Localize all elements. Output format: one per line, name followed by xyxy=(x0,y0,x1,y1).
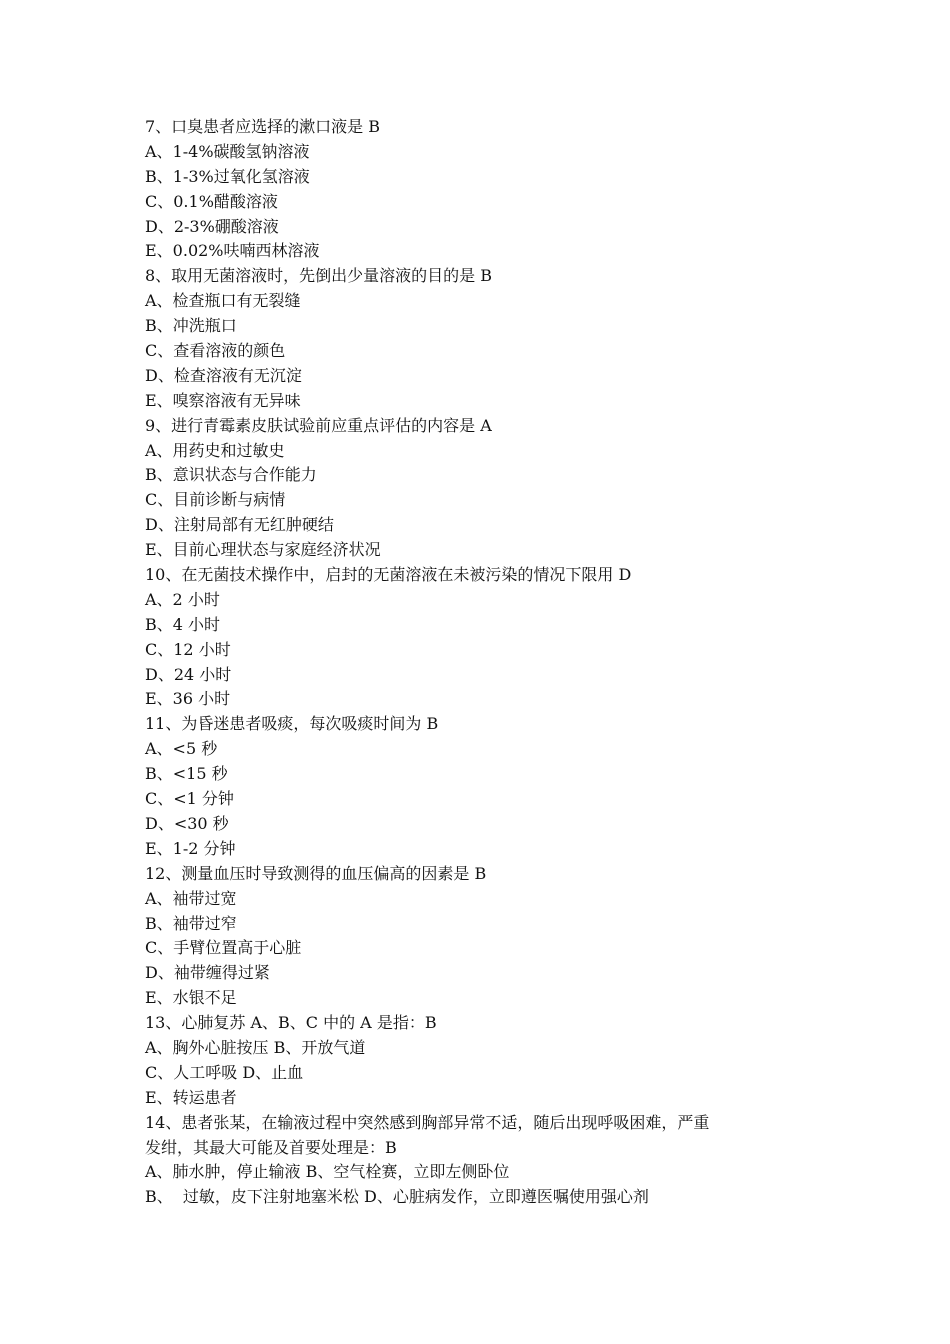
question-8-option-e: E、嗅察溶液有无异味 xyxy=(145,390,301,410)
question-14-stem-line-1: 14、患者张某，在输液过程中突然感到胸部异常不适，随后出现呼吸困难，严重 xyxy=(145,1112,710,1132)
question-7-option-a: A、1-4%碳酸氢钠溶液 xyxy=(145,141,310,161)
question-8-stem: 8、取用无菌溶液时，先倒出少量溶液的目的是 B xyxy=(145,266,493,286)
question-7-option-e: E、0.02%呋喃西林溶液 xyxy=(145,241,320,261)
question-12-option-b: B、袖带过窄 xyxy=(145,913,237,933)
question-8-option-d: D、检查溶液有无沉淀 xyxy=(145,365,302,385)
question-11-option-a: A、<5 秒 xyxy=(145,739,218,759)
question-7-stem: 7、口臭患者应选择的漱口液是 B xyxy=(145,117,381,136)
question-11-option-b: B、<15 秒 xyxy=(145,764,228,784)
question-13-option-e: E、转运患者 xyxy=(145,1087,237,1107)
question-12-option-e: E、水银不足 xyxy=(145,988,237,1008)
question-8-option-c: C、查看溶液的颜色 xyxy=(145,341,286,361)
question-7-option-c: C、0.1%醋酸溶液 xyxy=(145,191,278,211)
question-10-option-d: D、24 小时 xyxy=(145,664,232,684)
question-11-stem: 11、为昏迷患者吸痰，每次吸痰时间为 B xyxy=(145,714,439,734)
question-14-options-c-d: B、 过敏，皮下注射地塞米松 D、心脏病发作，立即遵医嘱使用强心剂 xyxy=(145,1187,649,1207)
question-9-option-e: E、目前心理状态与家庭经济状况 xyxy=(145,540,381,560)
question-9-option-d: D、注射局部有无红肿硬结 xyxy=(145,515,334,535)
question-14-stem-line-2: 发绀，其最大可能及首要处理是：B xyxy=(145,1137,397,1157)
question-12-option-c: C、手臂位置高于心脏 xyxy=(145,938,302,958)
question-10-option-c: C、12 小时 xyxy=(145,639,231,659)
question-9-option-c: C、目前诊断与病情 xyxy=(145,490,286,510)
question-11-option-d: D、<30 秒 xyxy=(145,813,229,833)
question-10-option-e: E、36 小时 xyxy=(145,689,231,709)
question-13-options-c-d: C、人工呼吸 D、止血 xyxy=(145,1062,304,1082)
question-9-option-a: A、用药史和过敏史 xyxy=(145,440,285,460)
question-11-option-c: C、<1 分钟 xyxy=(145,789,234,809)
question-11-option-e: E、1-2 分钟 xyxy=(145,838,236,858)
question-14-options-a-b: A、肺水肿，停止输液 B、空气栓赛，立即左侧卧位 xyxy=(145,1162,510,1182)
question-9-option-b: B、意识状态与合作能力 xyxy=(145,465,317,485)
question-10-option-b: B、4 小时 xyxy=(145,614,221,634)
question-7-option-b: B、1-3%过氧化氢溶液 xyxy=(145,166,310,186)
question-8-option-a: A、检查瓶口有无裂缝 xyxy=(145,291,301,311)
question-13-stem: 13、心肺复苏 A、B、C 中的 A 是指：B xyxy=(145,1013,437,1033)
question-12-stem: 12、测量血压时导致测得的血压偏高的因素是 B xyxy=(145,863,487,883)
question-8-option-b: B、冲洗瓶口 xyxy=(145,316,237,336)
question-12-option-d: D、袖带缠得过紧 xyxy=(145,963,270,983)
question-12-option-a: A、袖带过宽 xyxy=(145,888,237,908)
document-page xyxy=(145,115,825,1210)
question-10-stem: 10、在无菌技术操作中，启封的无菌溶液在未被污染的情况下限用 D xyxy=(145,565,632,585)
question-9-stem: 9、进行青霉素皮肤试验前应重点评估的内容是 A xyxy=(145,415,492,435)
question-10-option-a: A、2 小时 xyxy=(145,589,220,609)
question-7-option-d: D、2-3%硼酸溶液 xyxy=(145,216,279,236)
question-13-options-a-b: A、胸外心脏按压 B、开放气道 xyxy=(145,1037,366,1057)
